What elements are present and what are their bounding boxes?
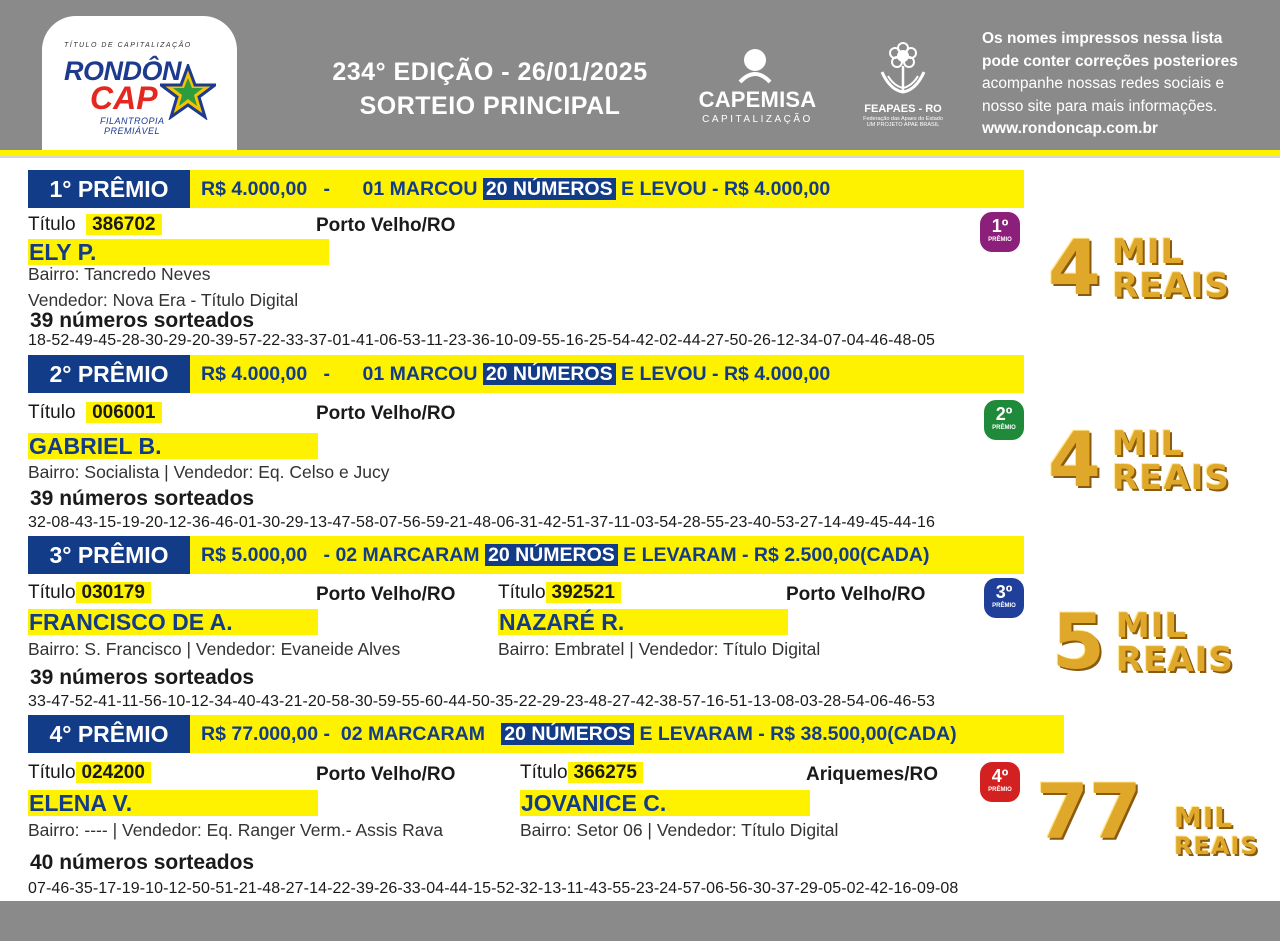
prize-1-drawn-count: 39 números sorteados bbox=[30, 309, 255, 332]
edition-title bbox=[300, 55, 680, 123]
titulo-label: Título bbox=[28, 402, 76, 423]
prize-3-count: 02 MARCARAM bbox=[335, 544, 480, 566]
logo-rondon-text: RONDÔN bbox=[64, 56, 181, 86]
prize-3-summary bbox=[201, 536, 929, 574]
notice-line2: pode conter correções posteriores bbox=[982, 52, 1238, 70]
amount-mil: MIL bbox=[1116, 606, 1188, 646]
titulo-number: 024200 bbox=[76, 762, 151, 783]
amount-digit: 5 bbox=[1052, 597, 1105, 686]
prize-2-drawn-numbers: 32-08-43-15-19-20-12-36-46-01-30-29-13-47-58-07-56-59-21-48-06-31-42-51-37-11-03-54-28-55-23-40-53-27-14-49-45-44-16 bbox=[28, 514, 935, 531]
prize-1-vendedor: Vendedor: Nova Era - Título Digital bbox=[28, 290, 299, 310]
badge-word: PRÊMIO bbox=[988, 787, 1012, 793]
prize-4-winner-2-info: Bairro: Setor 06 | Vendedor: Título Digital bbox=[520, 820, 839, 840]
logo-tagline: TÍTULO DE CAPITALIZAÇÃO bbox=[64, 42, 192, 49]
prize-4-winner-1-info: Bairro: ---- | Vendedor: Eq. Ranger Verm.- Assis Rava bbox=[28, 820, 443, 840]
feapaes-sub-line2: UM PROJETO APAE BRASIL bbox=[866, 122, 940, 128]
prize-3-winner-2-city: Porto Velho/RO bbox=[786, 584, 926, 605]
prize-3-result: E LEVARAM - R$ 2.500,00(CADA) bbox=[623, 544, 930, 566]
prize-2-value: R$ 4.000,00 bbox=[201, 363, 308, 385]
titulo-label: Título bbox=[498, 582, 546, 603]
prize-3-winner-1-titulo bbox=[28, 582, 151, 604]
prize-2-count: 01 MARCOU bbox=[362, 363, 478, 385]
prize-3-winner-2-name: NAZARÉ R. bbox=[498, 609, 788, 635]
prize-3-sep: - bbox=[323, 544, 331, 566]
badge-number: 3º bbox=[995, 582, 1013, 602]
prize-1-amount-graphic bbox=[1048, 223, 1248, 318]
prize-1-sep: - bbox=[323, 178, 331, 200]
badge-number: 2º bbox=[995, 404, 1013, 424]
prize-2-amount-graphic bbox=[1048, 415, 1248, 510]
prize-3-value: R$ 5.000,00 bbox=[201, 544, 308, 566]
prize-2-result: E LEVOU - R$ 4.000,00 bbox=[621, 363, 831, 385]
badge-word: PRÊMIO bbox=[992, 603, 1016, 609]
notice-site: www.rondoncap.com.br bbox=[982, 120, 1158, 137]
edition-draw-name: SORTEIO PRINCIPAL bbox=[359, 92, 621, 120]
amount-digit: 77 bbox=[1036, 767, 1142, 856]
prize-2-summary bbox=[201, 355, 830, 393]
amount-reais: REAIS bbox=[1116, 640, 1234, 680]
notice-line1: Os nomes impressos nessa lista bbox=[982, 30, 1223, 47]
titulo-number: 392521 bbox=[546, 582, 621, 603]
prize-1-count: 01 MARCOU bbox=[362, 178, 478, 200]
prize-1-label: 1° PRÊMIO bbox=[28, 170, 190, 208]
prize-4-bar bbox=[28, 715, 1064, 753]
prize-2-city: Porto Velho/RO bbox=[316, 403, 456, 424]
prize-2-winner-name: GABRIEL B. bbox=[28, 433, 318, 459]
prize-2-bar bbox=[28, 355, 1024, 393]
prize-3-amount-graphic bbox=[1052, 597, 1252, 692]
titulo-number: 386702 bbox=[86, 214, 161, 235]
footer-band bbox=[0, 901, 1280, 941]
titulo-number: 006001 bbox=[86, 402, 161, 423]
prize-2-badge bbox=[984, 400, 1024, 440]
prize-3-bar bbox=[28, 536, 1024, 574]
prize-4-winner-1-city: Porto Velho/RO bbox=[316, 764, 456, 785]
titulo-number: 366275 bbox=[568, 762, 643, 783]
logo-sub-premiavel: PREMIÁVEL bbox=[104, 126, 161, 136]
prize-4-drawn-count: 40 números sorteados bbox=[30, 851, 255, 874]
prize-2-titulo bbox=[28, 402, 162, 424]
notice-line3: acompanhe nossas redes sociais e bbox=[982, 75, 1225, 92]
prize-4-drawn-numbers: 07-46-35-17-19-10-12-50-51-21-48-27-14-22-39-26-33-04-44-15-52-32-13-11-43-55-23-24-57-06-56-30-37-29-05-02-42-16-09-08 bbox=[28, 880, 959, 897]
prize-4-winner-1-titulo bbox=[28, 762, 151, 784]
prize-3-winner-1-info: Bairro: S. Francisco | Vendedor: Evaneide Alves bbox=[28, 639, 401, 659]
prize-1-summary bbox=[201, 170, 830, 208]
prize-4-summary bbox=[201, 715, 957, 753]
amount-reais: REAIS bbox=[1112, 266, 1230, 306]
prize-1-result: E LEVOU - R$ 4.000,00 bbox=[621, 178, 831, 200]
prize-2-sep: - bbox=[323, 363, 331, 385]
badge-word: PRÊMIO bbox=[988, 237, 1012, 243]
capemisa-sub: CAPITALIZAÇÃO bbox=[702, 114, 813, 125]
titulo-label: Título bbox=[520, 762, 568, 783]
prize-4-numbers-highlight: 20 NÚMEROS bbox=[501, 723, 634, 745]
amount-mil: MIL bbox=[1112, 232, 1184, 272]
header-divider bbox=[0, 156, 1280, 158]
amount-digit: 4 bbox=[1048, 223, 1101, 312]
titulo-label: Título bbox=[28, 582, 76, 603]
prize-4-sep: - bbox=[323, 723, 331, 745]
prize-3-winner-1-name: FRANCISCO DE A. bbox=[28, 609, 318, 635]
amount-mil: MIL bbox=[1112, 424, 1184, 464]
rondoncap-logo bbox=[42, 16, 237, 156]
prize-2-numbers-highlight: 20 NÚMEROS bbox=[483, 363, 616, 385]
prize-3-drawn-count: 39 números sorteados bbox=[30, 666, 255, 689]
badge-number: 1º bbox=[991, 216, 1009, 236]
badge-number: 4º bbox=[991, 766, 1009, 786]
prize-1-city: Porto Velho/RO bbox=[316, 215, 456, 236]
prize-4-result: E LEVARAM - R$ 38.500,00(CADA) bbox=[639, 723, 957, 745]
notice-text bbox=[982, 28, 1267, 141]
prize-1-bar bbox=[28, 170, 1024, 208]
prize-3-numbers-highlight: 20 NÚMEROS bbox=[485, 544, 618, 566]
header-banner bbox=[0, 0, 1280, 150]
feapaes-sub-line1: Federação das Apaes do Estado bbox=[863, 116, 943, 122]
prize-4-winner-2-name: JOVANICE C. bbox=[520, 790, 810, 816]
prize-3-label: 3° PRÊMIO bbox=[28, 536, 190, 574]
badge-word: PRÊMIO bbox=[992, 425, 1016, 431]
prize-1-value: R$ 4.000,00 bbox=[201, 178, 308, 200]
amount-reais: REAIS bbox=[1174, 832, 1259, 860]
amount-reais: REAIS bbox=[1112, 458, 1230, 498]
edition-date: 234° EDIÇÃO - 26/01/2025 bbox=[332, 58, 648, 86]
amount-digit: 4 bbox=[1048, 415, 1101, 504]
prize-4-value: R$ 77.000,00 bbox=[201, 723, 319, 745]
prize-3-winner-2-info: Bairro: Embratel | Vendedor: Título Digital bbox=[498, 639, 821, 659]
logo-cap-text: CAP bbox=[90, 80, 158, 116]
titulo-number: 030179 bbox=[76, 582, 151, 603]
prize-4-winner-2-titulo bbox=[520, 762, 643, 784]
prize-2-info: Bairro: Socialista | Vendedor: Eq. Celso e Jucy bbox=[28, 462, 390, 482]
prize-3-drawn-numbers: 33-47-52-41-11-56-10-12-34-40-43-21-20-58-30-59-55-60-44-50-35-22-29-23-48-27-42-38-57-16-51-13-08-03-28-54-06-46-53 bbox=[28, 693, 935, 710]
prize-1-titulo bbox=[28, 214, 162, 236]
prize-2-label: 2° PRÊMIO bbox=[28, 355, 190, 393]
prize-4-amount-graphic bbox=[1036, 767, 1266, 862]
capemisa-logo-icon bbox=[738, 46, 772, 84]
prize-4-label: 4° PRÊMIO bbox=[28, 715, 190, 753]
prize-1-numbers-highlight: 20 NÚMEROS bbox=[483, 178, 616, 200]
prize-4-badge bbox=[980, 762, 1020, 802]
notice-line4: nosso site para mais informações. bbox=[982, 97, 1218, 115]
prize-1-bairro: Bairro: Tancredo Neves bbox=[28, 264, 211, 284]
prize-1-winner-name: ELY P. bbox=[28, 239, 329, 265]
logo-sub-filantropia: FILANTROPIA bbox=[100, 116, 165, 126]
titulo-label: Título bbox=[28, 214, 76, 235]
prize-4-winner-1-name: ELENA V. bbox=[28, 790, 318, 816]
prize-2-drawn-count: 39 números sorteados bbox=[30, 487, 255, 510]
feapaes-sub bbox=[850, 116, 956, 128]
feapaes-flower-icon bbox=[876, 42, 930, 100]
feapaes-name: FEAPAES - RO bbox=[864, 103, 942, 115]
prize-4-count: 02 MARCARAM bbox=[340, 723, 485, 745]
prize-4-winner-2-city: Ariquemes/RO bbox=[806, 764, 938, 785]
titulo-label: Título bbox=[28, 762, 76, 783]
amount-mil: MIL bbox=[1174, 801, 1234, 834]
prize-1-badge bbox=[980, 212, 1020, 252]
prize-1-drawn-numbers: 18-52-49-45-28-30-29-20-39-57-22-33-37-01-41-06-53-11-23-36-10-09-55-16-25-54-42-02-44-27-50-26-12-34-07-04-46-48-05 bbox=[28, 332, 935, 349]
capemisa-name: CAPEMISA bbox=[698, 87, 817, 112]
prize-3-badge bbox=[984, 578, 1024, 618]
star-icon bbox=[160, 64, 216, 120]
prize-3-winner-1-city: Porto Velho/RO bbox=[316, 584, 456, 605]
prize-3-winner-2-titulo bbox=[498, 582, 621, 604]
